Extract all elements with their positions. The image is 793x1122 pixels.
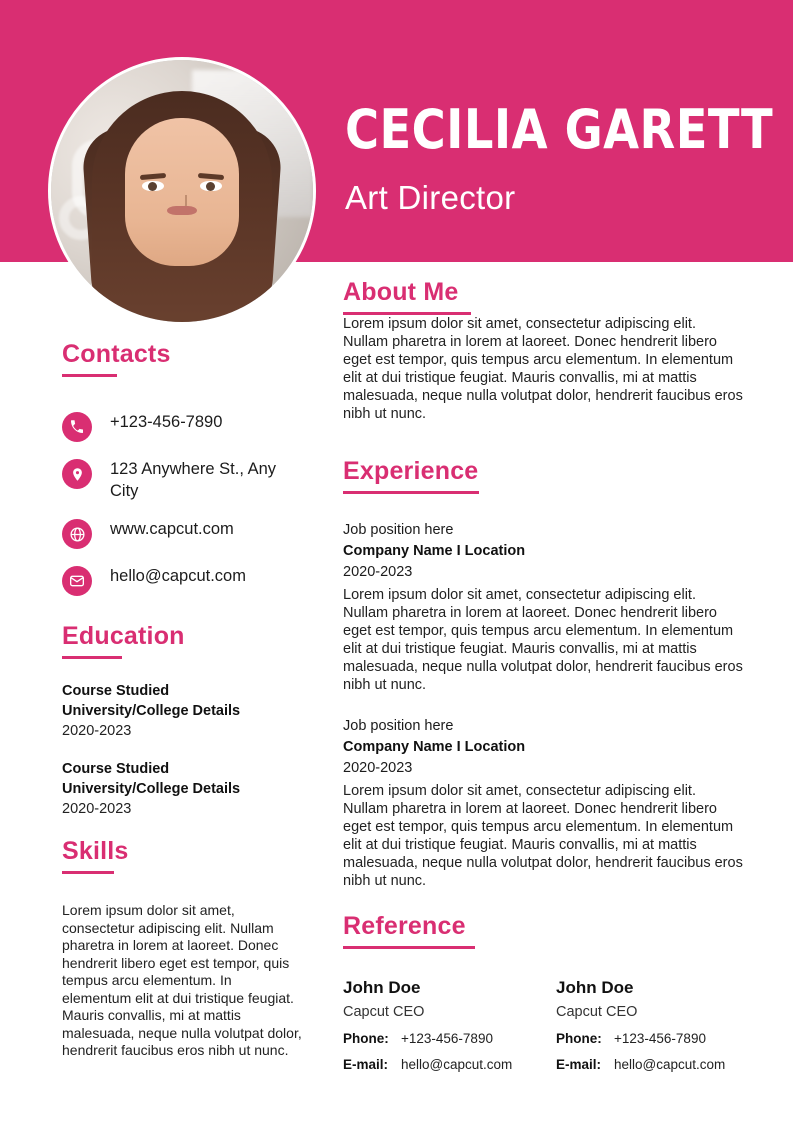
reference-title: Capcut CEO (556, 1004, 638, 1020)
reference-phone-value: +123-456-7890 (614, 1031, 706, 1046)
education-heading: Education (62, 622, 185, 650)
reference-item (343, 977, 530, 1075)
contacts-section (62, 340, 302, 596)
reference-email-row (343, 1055, 530, 1075)
contact-website-value: www.capcut.com (110, 520, 234, 538)
experience-year: 2020-2023 (343, 564, 413, 580)
avatar-eye-left (142, 181, 164, 191)
experience-position: Job position here (343, 718, 454, 734)
reference-phone-value: +123-456-7890 (401, 1031, 493, 1046)
reference-title: Capcut CEO (343, 1004, 425, 1020)
envelope-icon (62, 566, 92, 596)
reference-phone-label: Phone: (556, 1031, 602, 1046)
contacts-heading-rule (62, 374, 117, 377)
reference-email-value: hello@capcut.com (614, 1057, 726, 1072)
experience-company: Company Name I Location (343, 739, 526, 755)
reference-item (556, 977, 743, 1075)
reference-email-label: E-mail: (343, 1057, 389, 1072)
avatar-eye-right (200, 181, 222, 191)
avatar-brow-left (140, 173, 166, 180)
education-year: 2020-2023 (62, 801, 132, 817)
reference-section (343, 912, 743, 1075)
right-column (343, 278, 743, 1075)
experience-year: 2020-2023 (343, 760, 413, 776)
experience-description: Lorem ipsum dolor sit amet, consectetur adipiscing elit. Nullam pharetra in lorem at laoreet. Donec hendrerit libero eget est tempor, quis tempus arcu elementum. In elementum elit at dui tristique feugiat. Mauris convallis, mi at mattis malesuada, neque nulla volutpat dolor, hendrerit faucibus eros nibh ut nunc. (343, 587, 743, 693)
skills-heading: Skills (62, 837, 129, 865)
contact-email-value: hello@capcut.com (110, 567, 246, 585)
education-item (62, 681, 302, 741)
reference-list (343, 977, 743, 1075)
left-column (62, 340, 302, 1060)
reference-email-row (556, 1055, 743, 1075)
experience-heading: Experience (343, 457, 479, 485)
reference-name: John Doe (343, 978, 421, 997)
experience-item (343, 716, 743, 890)
experience-list (343, 520, 743, 890)
experience-heading-rule (343, 491, 479, 494)
experience-section (343, 457, 743, 890)
contacts-list (62, 411, 302, 596)
location-pin-icon (62, 459, 92, 489)
experience-description: Lorem ipsum dolor sit amet, consectetur adipiscing elit. Nullam pharetra in lorem at laoreet. Donec hendrerit libero eget est tempor, quis tempus arcu elementum. In elementum elit at dui tristique feugiat. Mauris convallis, mi at mattis malesuada, neque nulla volutpat dolor, hendrerit faucibus eros nibh ut nunc. (343, 783, 743, 889)
education-year: 2020-2023 (62, 723, 132, 739)
experience-position: Job position here (343, 522, 454, 538)
contact-item-email[interactable] (62, 565, 302, 596)
avatar-mouth (167, 206, 197, 215)
education-item (62, 759, 302, 819)
reference-phone-label: Phone: (343, 1031, 389, 1046)
about-heading: About Me (343, 278, 459, 306)
reference-heading: Reference (343, 912, 466, 940)
skills-text: Lorem ipsum dolor sit amet, consectetur adipiscing elit. Nullam pharetra in lorem at laoreet. Donec hendrerit libero eget est tempor, quis tempus arcu elementum. In elementum elit at dui tristique feugiat. Mauris convallis, mi at mattis malesuada, neque nulla volutpat dolor, hendrerit faucibus eros nibh ut nunc. (62, 902, 302, 1058)
education-list (62, 681, 302, 819)
phone-icon (62, 412, 92, 442)
education-course: Course Studied (62, 683, 170, 699)
experience-company: Company Name I Location (343, 543, 526, 559)
contact-address-value: 123 Anywhere St., Any City (110, 460, 277, 500)
education-section (62, 622, 302, 819)
about-text: Lorem ipsum dolor sit amet, consectetur adipiscing elit. Nullam pharetra in lorem at laoreet. Donec hendrerit libero eget est tempor, quis tempus arcu elementum. In elementum elit at dui tristique feugiat. Mauris convallis, mi at mattis malesuada, neque nulla volutpat dolor, hendrerit faucibus eros nibh ut nunc. (343, 316, 743, 422)
contact-item-address[interactable] (62, 458, 302, 502)
education-school: University/College Details (62, 703, 241, 719)
page-title: CECILIA GARETT (345, 98, 774, 161)
about-section (343, 278, 743, 423)
globe-icon (62, 519, 92, 549)
avatar-face (125, 118, 239, 266)
contact-item-phone[interactable] (62, 411, 302, 442)
education-school: University/College Details (62, 781, 241, 797)
contact-item-website[interactable] (62, 518, 302, 549)
reference-email-value: hello@capcut.com (401, 1057, 513, 1072)
experience-item (343, 520, 743, 694)
skills-heading-rule (62, 871, 114, 874)
job-title: Art Director (345, 179, 516, 216)
reference-heading-rule (343, 946, 475, 949)
education-heading-rule (62, 656, 122, 659)
reference-phone-row (556, 1029, 743, 1049)
skills-section (62, 837, 302, 1060)
avatar-brow-right (198, 173, 224, 180)
contact-phone-value: +123-456-7890 (110, 413, 223, 431)
avatar (48, 57, 316, 325)
contacts-heading: Contacts (62, 340, 171, 368)
education-course: Course Studied (62, 761, 170, 777)
reference-email-label: E-mail: (556, 1057, 602, 1072)
reference-phone-row (343, 1029, 530, 1049)
reference-name: John Doe (556, 978, 634, 997)
